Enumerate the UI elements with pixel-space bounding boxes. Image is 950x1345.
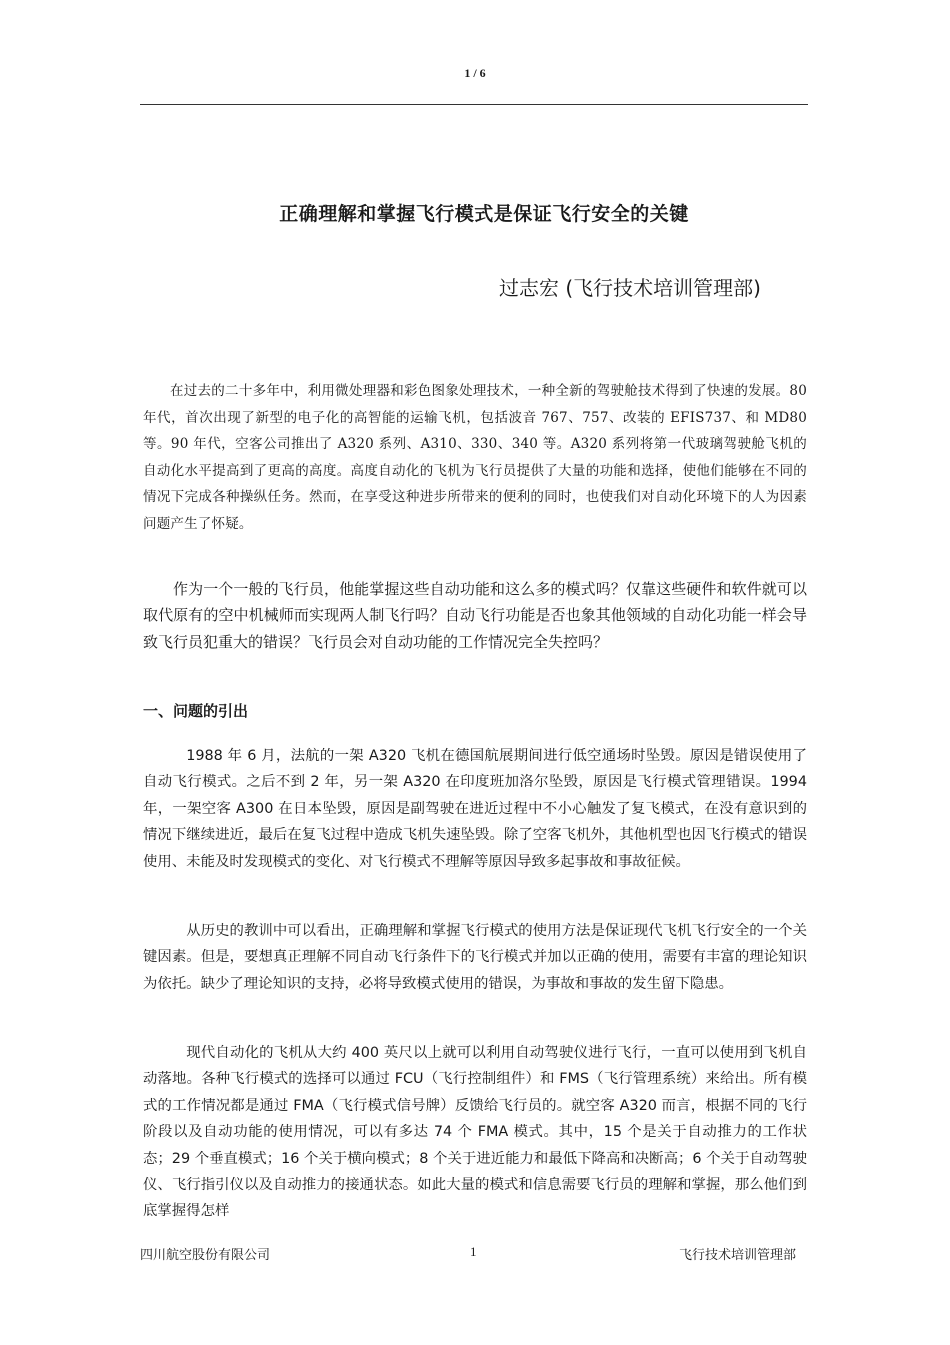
section-paragraph-3: 现代自动化的飞机从大约 400 英尺以上就可以利用自动驾驶仪进行飞行，一直可以使用到飞机自动落地。各种飞行模式的选择可以通过 FCU（飞行控制组件）和 FMS（飞行管理系统）来给出。所有模式的工作情况都是通过 FMA（飞行模式信号牌）反馈给飞行员的。就空客 A320 而言，根据不同的飞行阶段以及自动功能的使用情况，可以有多达 74 个 FMA 模式。其中，15 个是关于自动推力的工作状态；29 个垂直模式；16 个关于横向模式；8 个关于进近能力和最低下降高和决断高；6 个关于自动驾驶仪、飞行指引仪以及自动推力的接通状态。如此大量的模式和信息需要飞行员的理解和掌握，那么他们到底掌握得怎样 [143, 1045, 807, 1220]
header-divider [140, 104, 808, 105]
page-footer [140, 1244, 808, 1262]
intro-paragraph-1: 在过去的二十多年中，利用微处理器和彩色图象处理技术，一种全新的驾驶舱技术得到了快速的发展。80 年代，首次出现了新型的电子化的高智能的运输飞机，包括波音 767、757、改装的 EFIS737、和 MD80 等。90 年代，空客公司推出了 A320 系列、A310、330、340 等。A320 系列将第一代玻璃驾驶舱飞机的自动化水平提高到了更高的高度。高度自动化的飞机为飞行员提供了大量的功能和选择，使他们能够在不同的情况下完成各种操纵任务。然而，在享受这种进步所带来的便利的同时，也使我们对自动化环境下的人为因素问题产生了怀疑。 [143, 383, 807, 532]
footer-company: 四川航空股份有限公司 [140, 1247, 271, 1262]
section-heading: 一、问题的引出 [143, 702, 249, 720]
author-line: 过志宏 (飞行技术培训管理部) [499, 276, 761, 300]
footer-page-number: 1 [470, 1244, 477, 1259]
intro-paragraph-2: 作为一个一般的飞行员，他能掌握这些自动功能和这么多的模式吗？仅靠这些硬件和软件就可以取代原有的空中机械师而实现两人制飞行吗？自动飞行功能是否也象其他领域的自动化功能一样会导致飞行员犯重大的错误？飞行员会对自动功能的工作情况完全失控吗？ [143, 580, 807, 651]
section-paragraph-1: 1988 年 6 月，法航的一架 A320 飞机在德国航展期间进行低空通场时坠毁。原因是错误使用了自动飞行模式。之后不到 2 年，另一架 A320 在印度班加洛尔坠毁，原因是飞行模式管理错误。1994 年，一架空客 A300 在日本坠毁，原因是副驾驶在进近过程中不小心触发了复飞模式，在没有意识到的情况下继续进近，最后在复飞过程中造成飞机失速坠毁。除了空客飞机外，其他机型也因飞行模式的错误使用、未能及时发现模式的变化、对飞行模式不理解等原因导致多起事故和事故征候。 [143, 748, 807, 870]
footer-department: 飞行技术培训管理部 [678, 1247, 796, 1262]
section-paragraph-2: 从历史的教训中可以看出，正确理解和掌握飞行模式的使用方法是保证现代飞机飞行安全的一个关键因素。但是，要想真正理解不同自动飞行条件下的飞行模式并加以正确的使用，需要有丰富的理论知识为依托。缺少了理论知识的支持，必将导致模式使用的错误，为事故和事故的发生留下隐患。 [143, 923, 807, 992]
document-title: 正确理解和掌握飞行模式是保证飞行安全的关键 [279, 203, 689, 225]
page-indicator: 1 / 6 [464, 66, 486, 80]
